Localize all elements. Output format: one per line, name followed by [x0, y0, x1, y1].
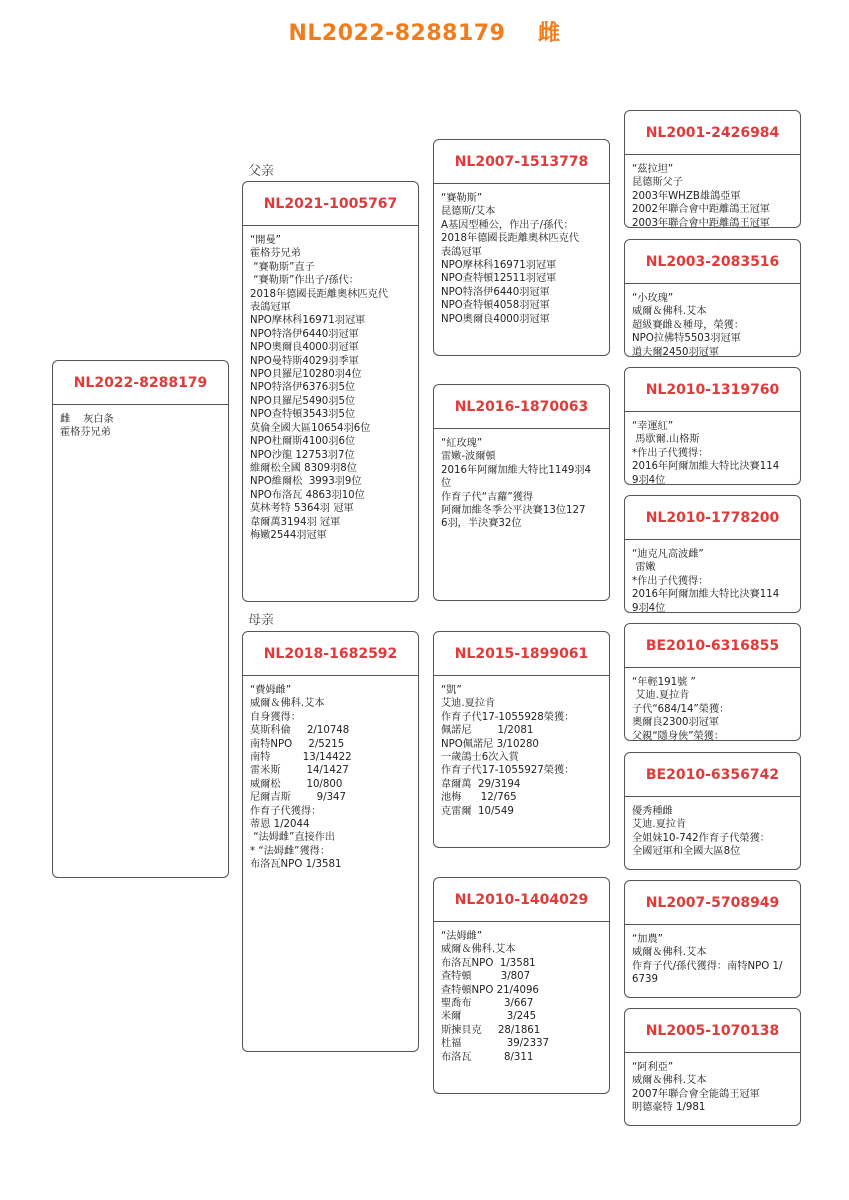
pedigree-line: “紅玫瑰”: [441, 438, 483, 449]
pedigree-line: NPO摩林科16971羽冠軍: [250, 315, 366, 327]
pedigree-line: “賽勒斯”作出子/孫代：: [250, 275, 359, 287]
pedigree-line: “茲拉坦”: [632, 164, 674, 175]
pedigree-line: 昆德斯父子: [632, 177, 683, 189]
pedigree-notes: [434, 429, 609, 535]
ggp-card-1: [624, 110, 801, 228]
pedigree-line: NPO曼特斯4029羽季軍: [250, 355, 359, 367]
pedigree-line: 優秀種雌: [632, 806, 673, 817]
pedigree-line: “年輕191號 ”: [632, 677, 696, 688]
pedigree-line: NPO佩諾尼 3/10280: [441, 738, 539, 750]
pedigree-line: 全國冠軍和全國大區8位: [632, 846, 741, 858]
pedigree-line: NPO查特頓4058羽冠軍: [441, 300, 550, 312]
pedigree-line: 尼爾吉斯 9/347: [250, 792, 347, 804]
pedigree-line: 韋爾萬3194羽 冠軍: [250, 516, 341, 528]
pedigree-line: 阿爾加維冬季公平決賽13位127: [441, 505, 586, 517]
pedigree-notes: [53, 405, 228, 444]
pedigree-line: NPO拉佛特5503羽冠軍: [632, 333, 741, 345]
pedigree-line: NPO沙龍 12753羽7位: [250, 449, 355, 461]
pedigree-line: 莫斯科倫 2/10748: [250, 725, 350, 737]
ring-number: NL2021-1005767: [243, 182, 418, 226]
pedigree-line: “凱”: [441, 685, 462, 696]
pedigree-line: 斯揀貝克 28/1861: [441, 1024, 541, 1036]
pedigree-line: “幸運紅”: [632, 421, 674, 432]
pedigree-line: 2016年阿爾加維大特比決賽114: [632, 589, 780, 601]
pedigree-line: 南特NPO 2/5215: [250, 738, 345, 750]
maternal-grandsire-card: [433, 631, 610, 848]
pedigree-line: 2018年德國長距離奧林匹克代: [441, 233, 579, 245]
ggp-card-2: [624, 239, 801, 357]
pedigree-line: 2018年德國長距離奧林匹克代: [250, 288, 388, 300]
pedigree-line: 位: [441, 478, 452, 490]
pedigree-line: 聖喬布 3/667: [441, 998, 534, 1010]
ggp-card-3: [624, 367, 801, 485]
ring-number: NL2018-1682592: [243, 632, 418, 676]
pedigree-line: “賽勒斯”: [441, 193, 483, 204]
pedigree-line: 父親“隱身俠”榮獲：: [632, 730, 725, 741]
pedigree-notes: [625, 284, 800, 357]
pedigree-line: “法姆雌”直接作出: [250, 832, 336, 844]
pedigree-notes: [625, 155, 800, 228]
pedigree-line: 莫林考特 5364羽 冠軍: [250, 503, 354, 515]
pedigree-line: 作育子代/孫代獲得：南特NPO 1/: [632, 960, 783, 972]
ring-number: BE2010-6316855: [625, 624, 800, 668]
pedigree-line: 2016年阿爾加維大特比1149羽4: [441, 464, 592, 476]
pedigree-line: 布洛瓦NPO 1/3581: [441, 957, 536, 969]
pedigree-line: 作育子代“吉蘿”獲得: [441, 491, 534, 503]
ring-number: NL2003-2083516: [625, 240, 800, 284]
pedigree-line: 莫倫全國大區10654羽6位: [250, 422, 371, 434]
pedigree-line: 雌 灰白条: [60, 414, 114, 425]
pedigree-notes: [243, 676, 418, 876]
pedigree-line: NPO奧爾良4000羽冠軍: [441, 313, 550, 325]
pedigree-line: 維爾松全國 8309羽8位: [250, 462, 357, 474]
pedigree-line: 威爾＆佛科.艾本: [441, 944, 516, 956]
mother-label: 母亲: [248, 613, 275, 628]
pedigree-line: “費姆雌”: [250, 685, 292, 696]
pedigree-line: 超級賽雌＆種母，榮獲：: [632, 319, 745, 331]
pedigree-line: 雷嫩: [632, 562, 656, 574]
pedigree-line: 明德豪特 1/981: [632, 1102, 706, 1114]
pedigree-line: 作育子代17-1055927榮獲：: [441, 765, 575, 777]
pedigree-notes: [625, 540, 800, 613]
pedigree-line: 米爾 3/245: [441, 1011, 537, 1023]
pedigree-line: NPO貝羅尼5490羽5位: [250, 395, 356, 407]
pedigree-line: 6739: [632, 974, 658, 986]
pedigree-line: 布洛瓦 8/311: [441, 1051, 534, 1063]
pedigree-notes: [625, 412, 800, 485]
pedigree-notes: [243, 226, 418, 546]
pedigree-notes: [625, 797, 800, 863]
pedigree-line: 2003年WHZB雄鴿亞軍: [632, 190, 741, 202]
ggp-card-4: [624, 495, 801, 613]
ring-number: NL2010-1404029: [434, 878, 609, 922]
pedigree-line: NPO特洛伊6440羽冠軍: [441, 286, 550, 298]
pedigree-line: 梅嫩2544羽冠軍: [250, 529, 327, 541]
ggp-card-8: [624, 1008, 801, 1126]
pedigree-line: 威爾＆佛科.艾本: [632, 947, 707, 959]
pedigree-line: 全姐妹10-742作育子代榮獲：: [632, 832, 770, 844]
pedigree-line: 布洛瓦NPO 1/3581: [250, 859, 342, 871]
pedigree-notes: [625, 1053, 800, 1119]
pedigree-line: 雷米斯 14/1427: [250, 765, 349, 777]
pedigree-line: 艾迪.夏拉肯: [441, 698, 496, 710]
pedigree-line: 作育子代獲得：: [250, 805, 322, 817]
father-label: 父亲: [248, 164, 275, 179]
pedigree-line: NPO維爾松 3993羽9位: [250, 476, 362, 488]
pedigree-line: NPO杜爾斯4100羽6位: [250, 436, 356, 448]
pedigree-line: 艾迪.夏拉肯: [632, 819, 687, 831]
pedigree-line: 南特 13/14422: [250, 752, 352, 764]
ring-number: BE2010-6356742: [625, 753, 800, 797]
pedigree-line: NPO查特頓12511羽冠軍: [441, 273, 557, 285]
pedigree-notes: [434, 676, 609, 822]
pedigree-line: NPO奧爾良4000羽冠軍: [250, 342, 359, 354]
pedigree-line: 2002年聯合會中距離鴿王冠軍: [632, 204, 770, 216]
pedigree-line: 馬歇爾.山格斯: [632, 434, 700, 446]
pedigree-line: “加農”: [632, 934, 663, 945]
pedigree-line: * “法姆雌”獲得：: [250, 845, 331, 857]
father-card: [242, 181, 419, 602]
pedigree-line: 威爾＆佛科.艾本: [632, 306, 707, 318]
pedigree-notes: [434, 184, 609, 330]
pedigree-notes: [625, 668, 800, 741]
paternal-granddam-card: [433, 384, 610, 601]
mother-card: [242, 631, 419, 1052]
pedigree-line: *作出子代獲得：: [632, 447, 709, 459]
pedigree-line: 霍格芬兄弟: [60, 427, 111, 439]
pedigree-line: A基因型種公，作出子/孫代：: [441, 219, 574, 231]
pedigree-line: 9羽4位: [632, 474, 666, 485]
pedigree-line: “小玫瑰”: [632, 293, 674, 304]
pedigree-line: 蒂恩 1/2044: [250, 819, 310, 831]
ring-number: NL2001-2426984: [625, 111, 800, 155]
pedigree-line: 查特頓NPO 21/4096: [441, 984, 539, 996]
pedigree-line: NPO布洛瓦 4863羽10位: [250, 489, 365, 501]
pedigree-line: “賽勒斯”直子: [250, 261, 315, 273]
pedigree-line: 佩諾尼 1/2081: [441, 725, 534, 737]
pedigree-line: *作出子代獲得：: [632, 575, 709, 587]
pedigree-line: 杜福 39/2337: [441, 1038, 550, 1050]
pedigree-line: 9羽4位: [632, 602, 666, 613]
pedigree-line: 韋爾萬 29/3194: [441, 778, 521, 790]
pedigree-line: “法姆雌”: [441, 931, 483, 942]
pedigree-line: 表鴿冠軍: [441, 246, 482, 258]
pedigree-line: “阿利亞”: [632, 1062, 674, 1073]
pedigree-line: 6羽，半決賽32位: [441, 518, 522, 530]
pedigree-notes: [434, 922, 609, 1068]
pedigree-line: 池梅 12/765: [441, 792, 517, 804]
ggp-card-7: [624, 880, 801, 998]
pedigree-line: 表鴿冠軍: [250, 302, 291, 314]
page-title: NL2022-8288179 雌: [288, 21, 561, 46]
pedigree-line: 威爾＆佛科.艾本: [250, 698, 325, 710]
pedigree-line: NPO貝羅尼10280羽4位: [250, 369, 362, 381]
pedigree-line: 自身獲得：: [250, 711, 301, 723]
pedigree-line: 雷嫩-波爾頓: [441, 451, 496, 463]
ggp-card-5: [624, 623, 801, 741]
pedigree-line: 道夫爾2450羽冠軍: [632, 346, 720, 357]
ring-number: NL2015-1899061: [434, 632, 609, 676]
pedigree-line: 2016年阿爾加維大特比決賽114: [632, 461, 780, 473]
ggp-card-6: [624, 752, 801, 870]
pedigree-notes: [625, 925, 800, 991]
paternal-grandsire-card: [433, 139, 610, 356]
ring-number: NL2007-1513778: [434, 140, 609, 184]
ring-number: NL2010-1319760: [625, 368, 800, 412]
pedigree-line: 奧爾良2300羽冠軍: [632, 717, 720, 729]
ring-number: NL2010-1778200: [625, 496, 800, 540]
pedigree-line: 威爾松 10/800: [250, 778, 343, 790]
pedigree-line: 艾迪.夏拉肯: [632, 690, 690, 702]
ring-number: NL2016-1870063: [434, 385, 609, 429]
pedigree-line: “迪克凡高波雌”: [632, 549, 704, 560]
subject-card: [52, 360, 229, 878]
pedigree-line: 一歲鴿士6次入賞: [441, 752, 519, 764]
pedigree-line: “開曼”: [250, 235, 281, 246]
pedigree-line: 2007年聯合會全能鴿王冠軍: [632, 1088, 760, 1100]
pedigree-line: 子代“684/14”榮獲：: [632, 703, 730, 715]
ring-number: NL2005-1070138: [625, 1009, 800, 1053]
pedigree-line: 作育子代17-1055928榮獲：: [441, 711, 575, 723]
maternal-granddam-card: [433, 877, 610, 1094]
pedigree-line: 威爾＆佛科.艾本: [632, 1075, 707, 1087]
ring-number: NL2007-5708949: [625, 881, 800, 925]
pedigree-line: 2003年聯合會中距離鴿王冠軍: [632, 217, 770, 228]
pedigree-line: 查特頓 3/807: [441, 971, 531, 983]
pedigree-line: NPO特洛伊6376羽5位: [250, 382, 356, 394]
pedigree-line: NPO查特頓3543羽5位: [250, 409, 356, 421]
pedigree-line: 霍格芬兄弟: [250, 248, 301, 260]
ring-number: NL2022-8288179: [53, 361, 228, 405]
pedigree-line: NPO摩林科16971羽冠軍: [441, 260, 557, 272]
pedigree-line: 克雷爾 10/549: [441, 805, 514, 817]
pedigree-line: NPO特洛伊6440羽冠軍: [250, 328, 359, 340]
pedigree-line: 昆德斯/艾本: [441, 206, 496, 218]
